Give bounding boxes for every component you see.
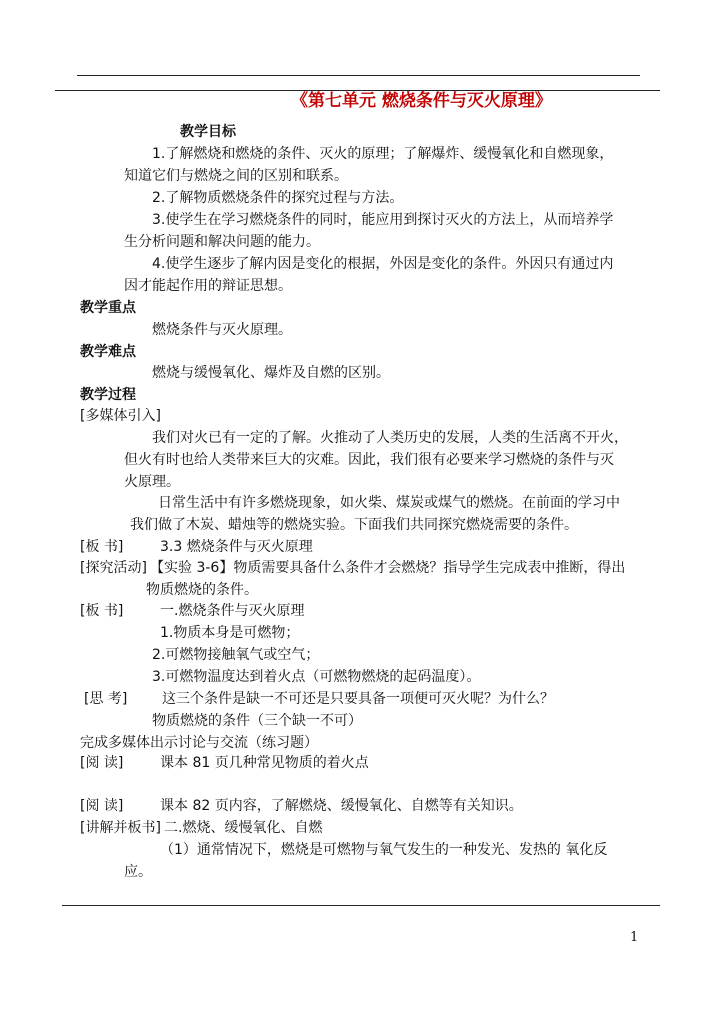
- discussion-text: 完成多媒体出示讨论与交流（练习题）: [80, 735, 318, 751]
- header-rule-top: [77, 75, 640, 76]
- read-tag: [阅 读]: [80, 755, 124, 771]
- key-points-text: 燃烧条件与灭火原理。: [152, 322, 292, 338]
- objective-line: 4.使学生逐步了解内因是变化的根据，外因是变化的条件。外因只有通过内: [152, 256, 614, 272]
- board-text: 3.3 燃烧条件与灭火原理: [160, 539, 313, 555]
- read-text: 课本 81 页几种常见物质的着火点: [160, 755, 369, 771]
- objective-line: 知道它们与燃烧之间的区别和联系。: [124, 168, 348, 184]
- explore-tag: [探究活动]: [80, 560, 147, 576]
- difficulties-heading: 教学难点: [80, 344, 136, 360]
- condition-item: 1.物质本身是可燃物；: [160, 625, 300, 641]
- objective-line: 2.了解物质燃烧条件的探究过程与方法。: [152, 190, 404, 206]
- lecture-line: 应。: [124, 864, 152, 880]
- lecture-tag: [讲解并板书]: [80, 820, 161, 836]
- objectives-heading: 教学目标: [180, 124, 236, 140]
- lecture-line: （1）通常情况下，燃烧是可燃物与氧气发生的一种发光、发热的 氧化反: [160, 842, 608, 858]
- objective-line: 生分析问题和解决问题的能力。: [124, 234, 320, 250]
- document-title: 《第七单元 燃烧条件与灭火原理》: [291, 91, 552, 111]
- intro-line: 火原理。: [124, 474, 180, 490]
- page-number: 1: [630, 930, 639, 945]
- daily-line: 日常生活中有许多燃烧现象，如火柴、煤炭或煤气的燃烧。在前面的学习中: [158, 495, 620, 511]
- board-tag: [板 书]: [80, 539, 124, 555]
- intro-line: 我们对火已有一定的了解。火推动了人类历史的发展，人类的生活离不开火，: [152, 430, 628, 446]
- process-heading: 教学过程: [80, 387, 136, 403]
- objective-line: 1.了解燃烧和燃烧的条件、灭火的原理；了解爆炸、缓慢氧化和自燃现象，: [152, 146, 614, 162]
- explore-line: 【实验 3-6】物质需要具备什么条件才会燃烧？指导学生完成表中推断，得出: [150, 560, 626, 576]
- objective-line: 因才能起作用的辩证思想。: [124, 278, 292, 294]
- lecture-text: 二.燃烧、缓慢氧化、自燃: [164, 820, 323, 836]
- explore-line: 物质燃烧的条件。: [146, 582, 258, 598]
- difficulties-text: 燃烧与缓慢氧化、爆炸及自燃的区别。: [152, 365, 390, 381]
- footer-rule: [62, 905, 660, 906]
- key-points-heading: 教学重点: [80, 300, 136, 316]
- condition-item: 2.可燃物接触氧气或空气；: [152, 647, 320, 663]
- think-answer: 物质燃烧的条件（三个缺一不可）: [152, 713, 362, 729]
- daily-line: 我们做了木炭、蜡烛等的燃烧实验。下面我们共同探究燃烧需要的条件。: [130, 517, 578, 533]
- read-text: 课本 82 页内容，了解燃烧、缓慢氧化、自燃等有关知识。: [160, 798, 523, 814]
- board-text: 一.燃烧条件与灭火原理: [160, 603, 305, 619]
- board-tag: [板 书]: [80, 603, 124, 619]
- read-tag: [阅 读]: [80, 798, 124, 814]
- condition-item: 3.可燃物温度达到着火点（可燃物燃烧的起码温度）。: [152, 669, 481, 685]
- intro-tag: [多媒体引入]: [80, 408, 161, 424]
- think-tag: [思 考]: [84, 691, 128, 707]
- think-question: 这三个条件是缺一不可还是只要具备一项便可灭火呢？为什么？: [162, 691, 554, 707]
- intro-line: 但火有时也给人类带来巨大的灾难。因此，我们很有必要来学习燃烧的条件与灭: [124, 452, 614, 468]
- objective-line: 3.使学生在学习燃烧条件的同时，能应用到探讨灭火的方法上，从而培养学: [152, 212, 614, 228]
